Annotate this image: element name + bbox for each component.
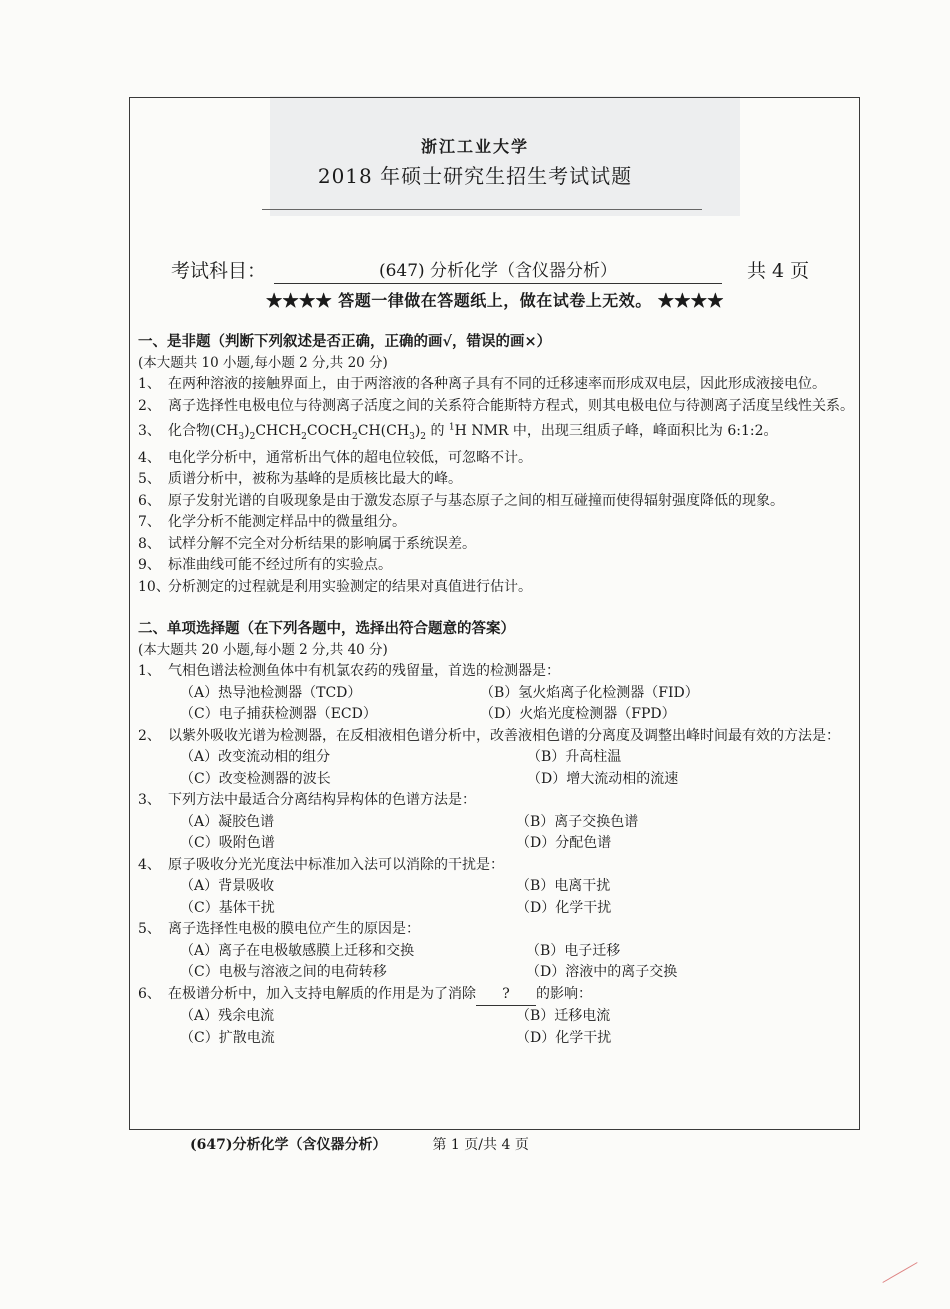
question-number: 1、 <box>138 376 161 392</box>
option-c: （C）扩散电流 <box>180 1029 275 1046</box>
tf-question-4 <box>138 448 858 470</box>
options-row <box>138 1028 858 1050</box>
answer-notice: ★★★★ 答题一律做在答题纸上，做在试卷上无效。 ★★★★ <box>266 291 724 310</box>
options-row <box>138 769 858 791</box>
question-text: 标准曲线可能不经过所有的实验点。 <box>168 557 392 574</box>
question-text: 化学分析不能测定样品中的微量组分。 <box>168 514 406 531</box>
section1-subheading: (本大题共 10 小题,每小题 2 分,共 20 分) <box>138 354 388 371</box>
options-row <box>138 704 858 726</box>
scan-mark <box>882 1262 917 1283</box>
question-text: 以紫外吸收光谱为检测器，在反相液相色谱分析中，改善液相色谱的分离度及调整出峰时间最有效的方法是： <box>168 727 840 744</box>
question-text: 分析测定的过程就是利用实验测定的结果对真值进行估计。 <box>168 578 532 595</box>
option-c: （C）电极与溶液之间的电荷转移 <box>180 964 387 981</box>
question-number: 4、 <box>138 449 161 466</box>
question-number: 5、 <box>138 921 161 938</box>
option-a: （A）凝胶色谱 <box>180 813 275 830</box>
page-footer <box>190 1134 529 1154</box>
options-row <box>138 683 858 705</box>
mc-question-4 <box>138 855 858 877</box>
question-number: 9、 <box>138 557 161 574</box>
question-text: 质谱分析中，被称为基峰的是质核比最大的峰。 <box>168 471 462 488</box>
option-a: （A）热导池检测器（TCD） <box>180 684 362 701</box>
question-text: 下列方法中最适合分离结构异构体的色谱方法是： <box>168 792 476 809</box>
option-b: （B）离子交换色谱 <box>516 813 639 830</box>
mc-question-3 <box>138 790 858 812</box>
question-text: 在两种溶液的接触界面上，由于两溶液的各种离子具有不同的迁移速率而形成双电层，因此形成液接电位。 <box>168 376 826 392</box>
question-number: 10、 <box>138 578 170 595</box>
footer-page-number: 第 1 页/共 4 页 <box>432 1137 529 1153</box>
question-text: 原子吸收分光光度法中标准加入法可以消除的干扰是： <box>168 856 504 873</box>
tf-question-5 <box>138 469 858 491</box>
question-number: 5、 <box>138 471 161 488</box>
section1-heading: 一、是非题（判断下列叙述是否正确，正确的画√，错误的画×） <box>138 333 552 350</box>
question-number: 3、 <box>138 422 161 439</box>
option-a: （A）离子在电极敏感膜上迁移和交换 <box>180 942 415 959</box>
question-number: 6、 <box>138 492 161 509</box>
option-c: （C）电子捕获检测器（ECD） <box>180 706 377 723</box>
tf-question-2 <box>138 396 858 418</box>
tf-question-1 <box>138 374 858 396</box>
question-number: 3、 <box>138 792 161 809</box>
option-d: （D）分配色谱 <box>516 835 612 852</box>
question-number: 1、 <box>138 663 161 680</box>
tf-question-9 <box>138 555 858 577</box>
mc-question-6 <box>138 984 858 1007</box>
question-text: 在极谱分析中，加入支持电解质的作用是为了消除 ? 的影响： <box>168 986 592 1002</box>
option-d: （D）火焰光度检测器（FPD） <box>480 706 676 723</box>
mc-question-1 <box>138 661 858 683</box>
options-row <box>138 833 858 855</box>
options-row <box>138 812 858 834</box>
options-row <box>138 876 858 898</box>
tf-question-6 <box>138 491 858 513</box>
university-name: 浙江工业大学 <box>420 137 529 156</box>
option-a: （A）背景吸收 <box>180 878 275 895</box>
option-d: （D）增大流动相的流速 <box>527 770 679 787</box>
option-c: （C）吸附色谱 <box>180 835 275 852</box>
question-number: 6、 <box>138 985 161 1002</box>
option-d: （D）溶液中的离子交换 <box>526 964 678 981</box>
option-b: （B）电离干扰 <box>516 878 611 895</box>
question-number: 8、 <box>138 535 161 552</box>
tf-question-3 <box>138 417 858 448</box>
question-text: 电化学分析中，通常析出气体的超电位较低，可忽略不计。 <box>168 449 532 466</box>
question-text: 试样分解不完全对分析结果的影响属于系统误差。 <box>168 535 476 552</box>
exam-title: 2018 年硕士研究生招生考试试题 <box>317 164 633 188</box>
question-number: 2、 <box>138 727 161 744</box>
question-text: 离子选择性电极电位与待测离子活度之间的关系符合能斯特方程式，则其电极电位与待测离子活度呈线性关系。 <box>168 397 854 414</box>
question-text: 化合物$(CH_3)_2CHCH_2COCH_2CH(CH_3)_2$ 的 $^1$H NMR 中，出现三组质子峰，峰面积比为 6:1:2。 <box>168 422 778 442</box>
option-c: （C）基体干扰 <box>180 899 275 916</box>
option-b: （B）迁移电流 <box>516 1008 611 1025</box>
section-gap <box>138 598 858 618</box>
title-divider <box>262 209 702 210</box>
section2-heading: 二、单项选择题（在下列各题中，选择出符合题意的答案） <box>138 620 515 638</box>
option-b: （B）电子迁移 <box>526 942 621 959</box>
tf-question-8 <box>138 534 858 556</box>
question-text: 原子发射光谱的自吸现象是由于激发态原子与基态原子之间的相互碰撞而使得辐射强度降低的现象。 <box>168 492 784 509</box>
options-row <box>138 898 858 920</box>
question-text: 离子选择性电极的膜电位产生的原因是： <box>168 921 420 938</box>
mc-question-5 <box>138 919 858 941</box>
exam-content <box>138 331 858 1049</box>
option-d: （D）化学干扰 <box>516 899 612 916</box>
section2-subheading: (本大题共 20 小题,每小题 2 分,共 40 分) <box>138 641 388 658</box>
question-text: 气相色谱法检测鱼体中有机氯农药的残留量，首选的检测器是： <box>168 663 560 680</box>
options-row <box>138 941 858 963</box>
subject-name: (647) 分析化学（含仪器分析） <box>274 256 722 284</box>
option-a: （A）改变流动相的组分 <box>180 749 331 766</box>
options-row <box>138 1006 858 1028</box>
subject-label: 考试科目： <box>171 260 267 282</box>
footer-subject: (647)分析化学（含仪器分析） <box>190 1137 387 1153</box>
subject-row <box>171 256 831 286</box>
question-number: 7、 <box>138 514 161 531</box>
tf-question-7 <box>138 512 858 534</box>
options-row <box>138 962 858 984</box>
option-b: （B）氢火焰离子化检测器（FID） <box>480 684 699 701</box>
question-number: 2、 <box>138 397 161 414</box>
option-c: （C）改变检测器的波长 <box>180 770 331 787</box>
option-b: （B）升高柱温 <box>527 749 622 766</box>
options-row <box>138 747 858 769</box>
answer-blank: ? <box>476 984 536 1007</box>
question-number: 4、 <box>138 856 161 873</box>
page-count: 共 4 页 <box>747 260 810 282</box>
tf-question-10 <box>138 577 858 599</box>
mc-question-2 <box>138 726 858 748</box>
option-d: （D）化学干扰 <box>516 1029 612 1046</box>
option-a: （A）残余电流 <box>180 1008 275 1025</box>
